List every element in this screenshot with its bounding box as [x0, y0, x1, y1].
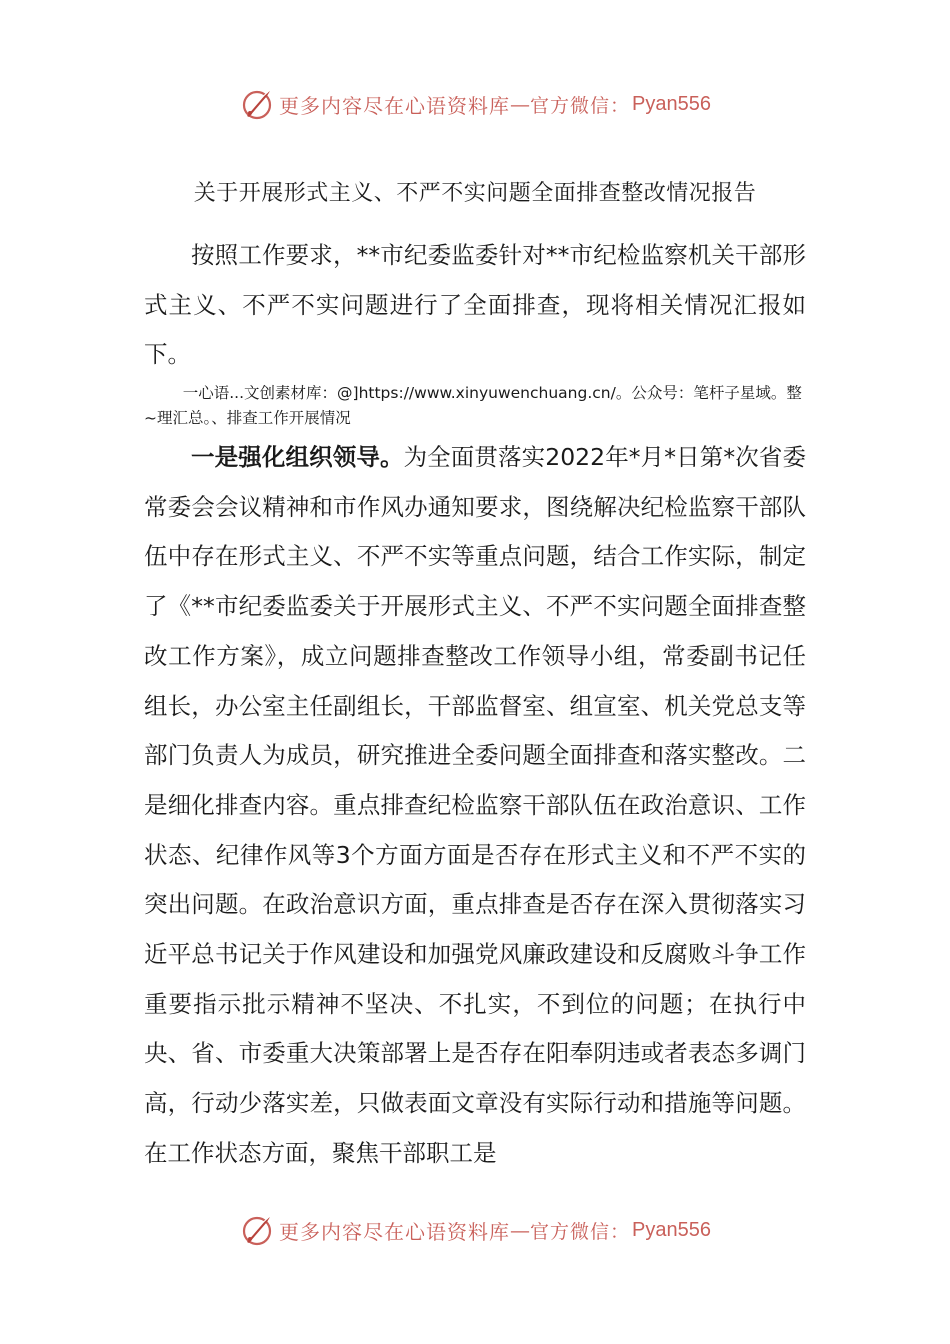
section-heading: 一是强化组织领导。 [191, 443, 404, 471]
banner-wechat-id: Pyan556 [632, 92, 711, 115]
header-banner [0, 82, 950, 126]
banner-dash: — [510, 1218, 530, 1242]
banner-dash: — [510, 92, 530, 116]
banner-wechat-label: 官方微信： [530, 94, 631, 117]
footer-banner [0, 1208, 950, 1252]
quill-pen-logo-icon [239, 86, 275, 122]
banner-text: 更多内容尽在心语资料库 [279, 93, 510, 118]
banner-wechat-id: Pyan556 [632, 1218, 711, 1241]
section-body: 为全面贯落实2022年*月*日第*次省委常委会会议精神和市作风办通知要求，图绕解决纪检监察干部队伍中存在形式主义、不严不实等重点问题，结合工作实际，制定了《**市纪委监委关于开展形式主义、不严不实问题全面排查整改工作方案》，成立问题排查整改工作领导小组，常委副书记任组长，办公室主任副组长，干部监督室、组宣室、机关党总支等部门负责人为成员，研究推进全委问题全面排查和落实整改。二是细化排查内容。重点排查纪检监察干部队伍在政治意识、工作状态、纪律作风等3个方面方面是否存在形式主义和不严不实的突出问题。在政治意识方面，重点排查是否存在深入贯彻落实习近平总书记关于作风建设和加强党风廉政建设和反腐败斗争工作重要指示批示精神不坚决、不扎实，不到位的问题；在执行中央、省、市委重大决策部署上是否存在阳奉阴违或者表态多调门高，行动少落实差，只做表面文章没有实际行动和措施等问题。在工作状态方面，聚焦干部职工是 [144, 443, 806, 1167]
quill-pen-logo-icon [239, 1212, 275, 1248]
document-title: 关于开展形式主义、不严不实问题全面排查整改情况报告 [193, 181, 757, 206]
intro-paragraph: 按照工作要求，**市纪委监委针对**市纪检监察机关干部形式主义、不严不实问题进行了全面排查，现将相关情况汇报如下。 [144, 241, 806, 369]
banner-wechat-label: 官方微信： [530, 1220, 631, 1243]
source-note: 一心语...文创素材库：@]https://www.xinyuwenchuang.cn/。公众号：笔杆子星域。整~理汇总。、排查工作开展情况 [144, 384, 802, 427]
banner-text: 更多内容尽在心语资料库 [279, 1219, 510, 1244]
section-paragraph [144, 433, 806, 1179]
